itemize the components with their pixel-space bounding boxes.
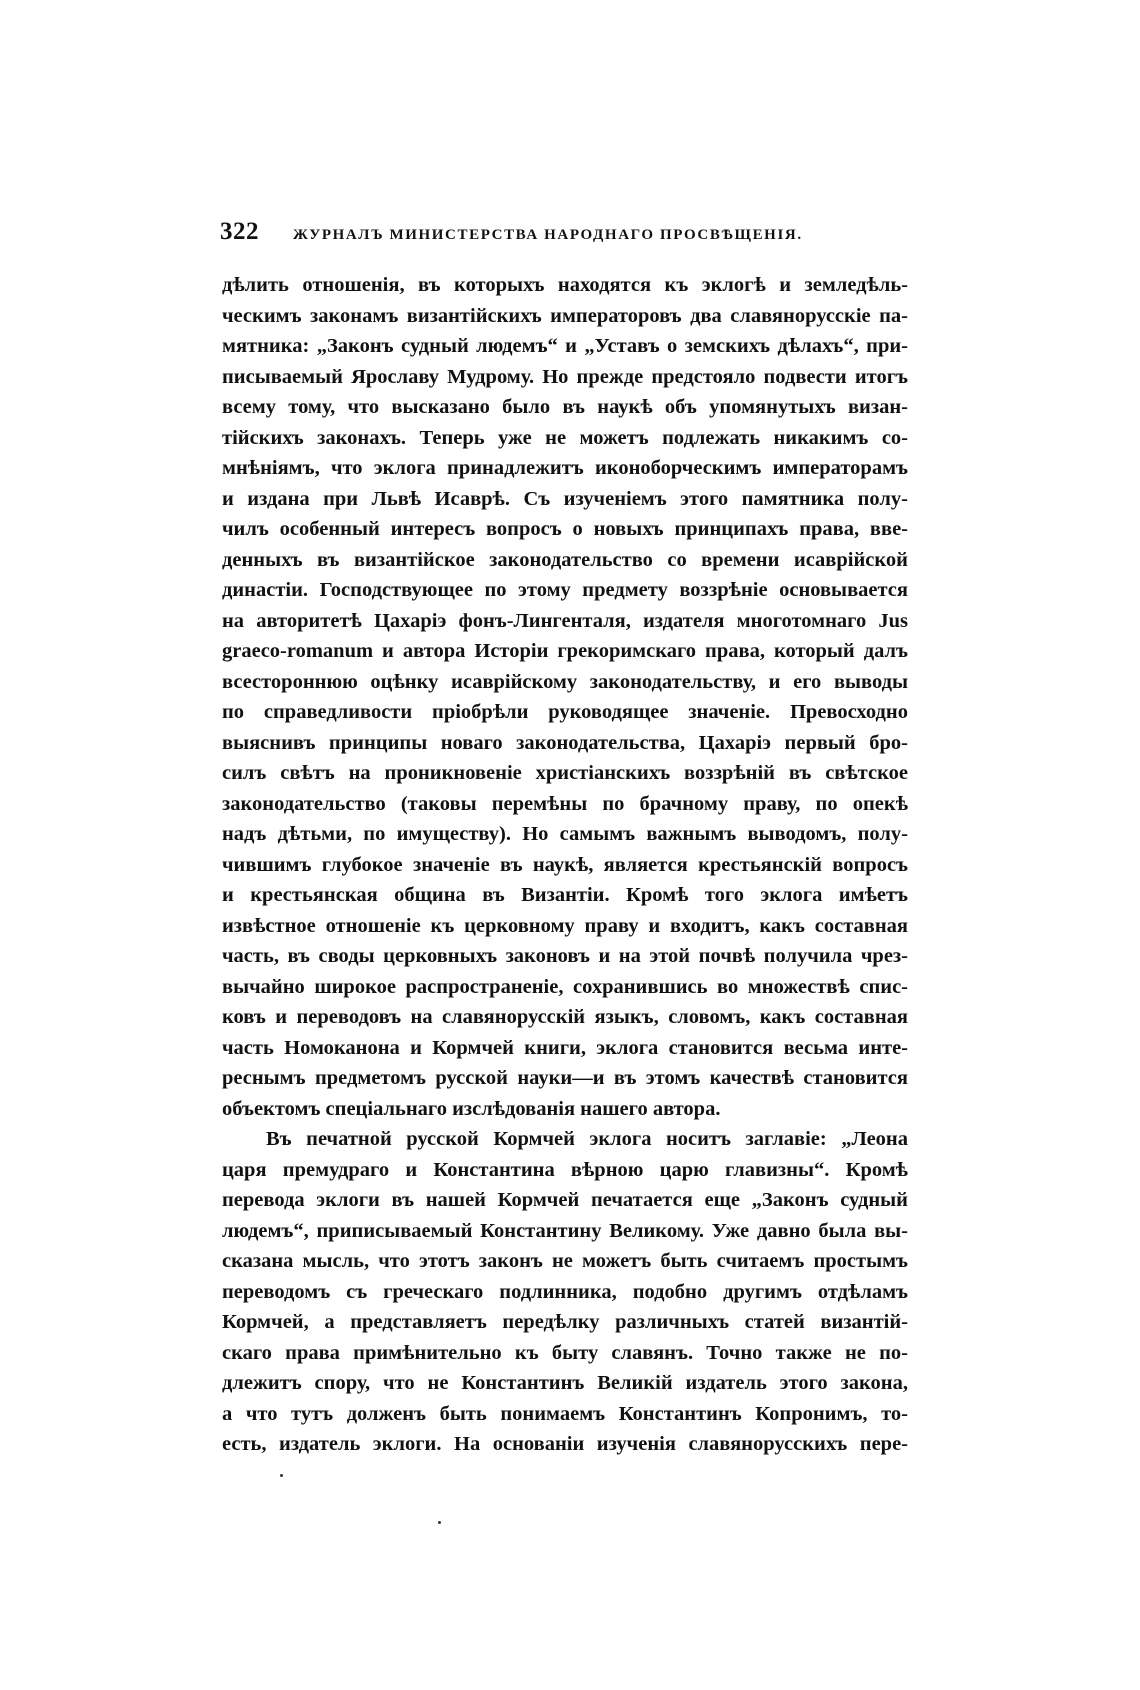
text-line: реснымъ предметомъ русской науки—и въ этомъ качествѣ становится — [222, 1067, 908, 1089]
text-line: всему тому, что высказано было въ наукѣ объ упомянутыхъ визан- — [222, 396, 908, 418]
text-line: всестороннюю оцѣнку исаврійскому законодательству, и его выводы — [222, 670, 908, 693]
scan-speck — [438, 1521, 441, 1524]
text-line: извѣстное отношеніе къ церковному праву и входитъ, какъ составная — [222, 914, 908, 937]
text-line: чившимъ глубокое значеніе въ наукѣ, является крестьянскій вопросъ — [222, 853, 908, 876]
text-line: денныхъ въ византійское законодательство со времени исаврійской — [222, 548, 908, 571]
text-line: переводомъ съ греческаго подлинника, подобно другимъ отдѣламъ — [222, 1280, 908, 1303]
text-line: часть, въ своды церковныхъ законовъ и на этой почвѣ получила чрез- — [222, 945, 908, 967]
text-line: выяснивъ принципы новаго законодательства, Цахаріэ первый бро- — [222, 731, 908, 754]
text-line: силъ свѣтъ на проникновеніе христіанскихъ воззрѣній въ свѣтское — [222, 762, 908, 784]
journal-title: ЖУРНАЛЪ МИНИСТЕРСТВА НАРОДНАГО ПРОСВѢЩЕНІЯ. — [293, 227, 803, 243]
text-line: династіи. Господствующее по этому предмету воззрѣніе основывается — [222, 579, 908, 601]
text-line: людемъ“, приписываемый Константину Великому. Уже давно была вы- — [222, 1219, 908, 1242]
paragraph-end-line: объектомъ спеціальнаго изслѣдованія нашего автора. — [222, 1097, 721, 1120]
text-line: graeco-romanum и автора Исторіи грекоримскаго права, который далъ — [222, 640, 908, 662]
body-text — [222, 270, 908, 1460]
text-line: чилъ особенный интересъ вопросъ о новыхъ принципахъ права, вве- — [222, 518, 908, 540]
text-line: вычайно широкое распространеніе, сохранившись во множествѣ спис- — [222, 975, 908, 998]
text-line: и издана при Львѣ Исаврѣ. Съ изученіемъ этого памятника полу- — [222, 487, 908, 510]
paragraph-start-line: Въ печатной русской Кормчей эклога носитъ заглавіе: „Леона — [266, 1128, 908, 1150]
page-number: 322 — [220, 218, 259, 245]
text-line: и крестьянская община въ Византіи. Кромѣ того эклога имѣетъ — [222, 884, 908, 906]
text-line: а что тутъ долженъ быть понимаемъ Константинъ Копронимъ, то- — [222, 1402, 908, 1425]
text-line: на авторитетѣ Цахаріэ фонъ-Лингенталя, издателя многотомнаго Jus — [222, 609, 908, 632]
text-line: мнѣніямъ, что эклога принадлежитъ иконоборческимъ императорамъ — [222, 457, 908, 479]
running-head — [220, 218, 906, 248]
text-line: по справедливости пріобрѣли руководящее значеніе. Превосходно — [222, 701, 908, 723]
text-line: часть Номоканона и Кормчей книги, эклога становится весьма инте- — [222, 1036, 908, 1059]
text-line: Кормчей, а представляетъ передѣлку различныхъ статей византій- — [222, 1311, 908, 1333]
text-line: скаго права примѣнительно къ быту славянъ. Точно также не по- — [222, 1341, 908, 1364]
text-line: мятника: „Законъ судный людемъ“ и „Уставъ о земскихъ дѣлахъ“, при- — [222, 335, 908, 357]
text-line: писываемый Ярославу Мудрому. Но прежде предстояло подвести итогъ — [222, 365, 908, 388]
text-line: ковъ и переводовъ на славянорусскій языкъ, словомъ, какъ составная — [222, 1006, 908, 1028]
scan-speck — [280, 1474, 283, 1477]
text-line: дѣлить отношенія, въ которыхъ находятся къ эклогѣ и земледѣль- — [222, 274, 908, 296]
text-line: тійскихъ законахъ. Теперь уже не можетъ подлежать никакимъ со- — [222, 426, 908, 449]
text-line: ческимъ законамъ византійскихъ императоровъ два славянорусскіе па- — [222, 304, 908, 327]
text-line: законодательство (таковы перемѣны по брачному праву, по опекѣ — [222, 792, 908, 815]
text-line: есть, издатель эклоги. На основаніи изученія славянорусскихъ пере- — [222, 1433, 908, 1455]
text-line: царя премудраго и Константина вѣрною царю главизны“. Кромѣ — [222, 1158, 908, 1181]
text-line: надъ дѣтьми, по имуществу). Но самымъ важнымъ выводомъ, полу- — [222, 823, 908, 845]
text-line: сказана мысль, что этотъ законъ не можетъ быть считаемъ простымъ — [222, 1250, 908, 1272]
text-line: перевода эклоги въ нашей Кормчей печатается еще „Законъ судный — [222, 1189, 908, 1211]
text-line: длежитъ спору, что не Константинъ Великій издатель этого закона, — [222, 1372, 908, 1394]
